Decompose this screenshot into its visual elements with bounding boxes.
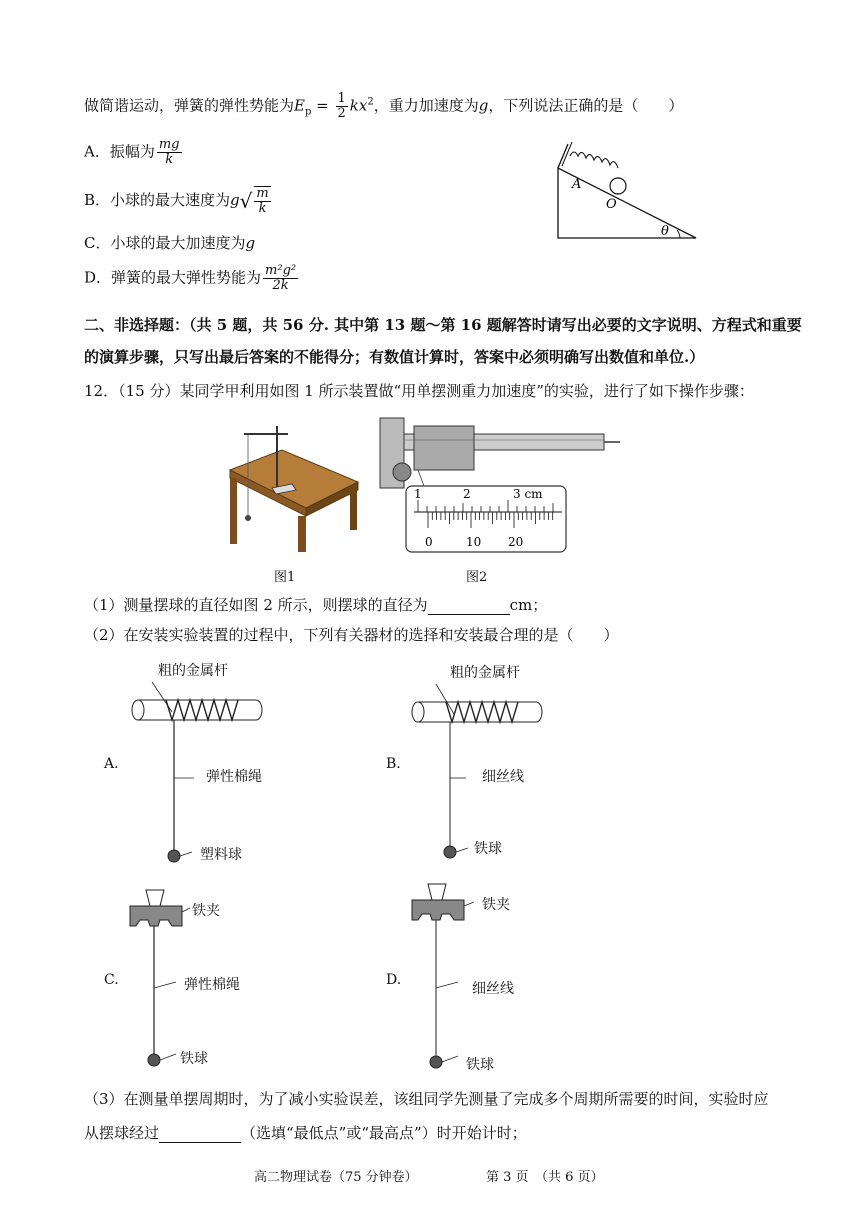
option-c-string-label: 弹性棉绳 [184, 977, 240, 993]
option-a-ball-label: 塑料球 [200, 847, 242, 863]
amplitude-fraction: $\frac{mg}{k}$ [158, 137, 180, 167]
figure2-vernier-caliper [374, 408, 624, 556]
q12-part1: （1）测量摆球的直径如图 2 所示，则摆球的直径为 cm； [84, 596, 548, 614]
option-b-ball-label: 铁球 [474, 841, 502, 857]
g-symbol: g [478, 96, 489, 115]
diameter-answer-blank[interactable] [428, 596, 510, 615]
sqrt-fraction: $\frac{m}{k}$ [256, 186, 269, 216]
label-theta: θ [661, 224, 669, 239]
q11-stem-text-b: ，重力加速度为 [373, 96, 479, 115]
vernier-label-10: 10 [466, 535, 482, 549]
label-a: A [572, 177, 582, 192]
option-d-top-label: 铁夹 [482, 897, 510, 913]
q11-option-b: B．小球的最大速度为g√ $\frac{m}{k}$ [84, 186, 269, 216]
half-fraction: $\frac{1}{2}$ [337, 91, 346, 121]
option-b-drawing [408, 678, 548, 864]
section2-line1: 二、非选择题：（共 5 题，共 56 分. 其中第 13 题～第 16 题解答时请写出必要的文字说明、方程式和重要 [84, 316, 802, 334]
q12-part3-line1: （3）在测量单摆周期时，为了减小实验误差，该组同学先测量了完成多个周期所需要的时间，实验时应 [84, 1090, 769, 1108]
main-scale-label-3: 3 cm [513, 487, 543, 501]
main-scale-label-1: 1 [414, 487, 422, 501]
q12-part3-line2: 从摆球经过 （选填“最低点”或“最高点”）时开始计时； [84, 1124, 527, 1142]
option-c-label[interactable]: C. [104, 972, 119, 988]
q11-option-c: C．小球的最大加速度为g [84, 234, 256, 252]
q11-option-a: A．振幅为 $\frac{mg}{k}$ [84, 137, 180, 167]
ball [610, 178, 626, 194]
q12-part2: （2）在安装实验装置的过程中，下列有关器材的选择和安装最合理的是（ ） [84, 626, 619, 644]
spring-coil [570, 152, 618, 168]
label-o: O [606, 197, 617, 212]
footer-left: 高二物理试卷（75 分钟卷） [254, 1170, 418, 1185]
q11-stem [84, 92, 683, 121]
option-a-label[interactable]: A. [104, 756, 119, 772]
vernier-label-20: 20 [508, 535, 524, 549]
option-d-label[interactable]: D. [386, 972, 402, 988]
option-a-string-label: 弹性棉绳 [206, 769, 262, 785]
q11-stem-text-c: ，下列说法正确的是（ ） [488, 96, 684, 115]
option-c-ball-label: 铁球 [180, 1051, 208, 1067]
option-c-top-label: 铁夹 [192, 903, 220, 919]
max-energy-fraction: $\frac{\text{m²g²}}{2k}$ [265, 263, 297, 293]
ep-subscript: p [304, 106, 312, 118]
q12-stem: 12．（15 分）某同学甲利用如图 1 所示装置做“用单摆测重力加速度”的实验，进行了如下操作步骤： [84, 382, 754, 400]
kx-term: kx [349, 96, 368, 115]
footer-page-number: 第 3 页 （共 6 页） [486, 1170, 604, 1185]
figure2-caption: 图2 [466, 570, 488, 585]
sqrt-sign: √ [239, 189, 253, 213]
main-scale-label-2: 2 [463, 487, 471, 501]
timing-point-answer-blank[interactable] [159, 1124, 241, 1143]
figure1-table-pendulum [222, 412, 362, 562]
incline-spring-figure [548, 136, 708, 246]
section2-line2: 的演算步骤，只写出最后答案的不能得分；有数值计算时，答案中必须明确写出数值和单位.） [84, 348, 705, 366]
ep-symbol: E [294, 96, 305, 115]
option-d-string-label: 细丝线 [472, 981, 514, 997]
vernier-label-0: 0 [425, 535, 433, 549]
option-a-top-label: 粗的金属杆 [158, 663, 228, 679]
option-b-top-label: 粗的金属杆 [450, 665, 520, 681]
figure1-caption: 图1 [274, 570, 296, 585]
equals-sign: = [316, 96, 329, 115]
q11-option-d: D．弹簧的最大弹性势能为 $\frac{\text{m²g²}}{2k}$ [84, 263, 297, 293]
q11-stem-text-a: 做简谐运动，弹簧的弹性势能为 [84, 96, 295, 115]
square-exponent: 2 [367, 96, 374, 108]
option-d-ball-label: 铁球 [466, 1057, 494, 1073]
option-b-string-label: 细丝线 [482, 769, 524, 785]
option-b-label[interactable]: B. [386, 756, 401, 772]
